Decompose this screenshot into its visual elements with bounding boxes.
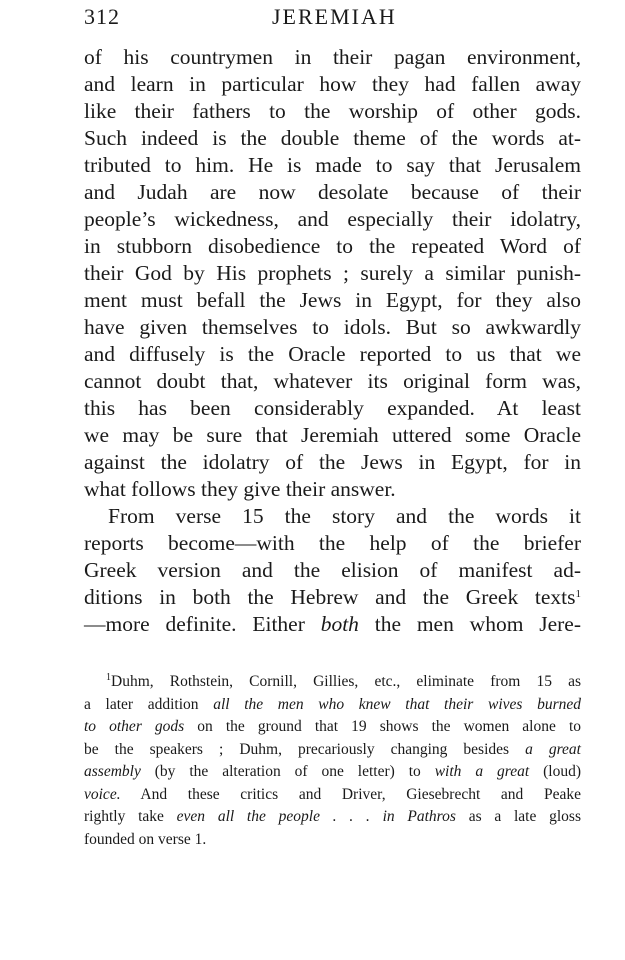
text-line: Greek version and the elision of manifest ad- — [84, 558, 581, 582]
text-line: reports become—with the help of the briefer — [84, 531, 581, 555]
text-line: against the idolatry of the Jews in Egypt, for in — [84, 450, 581, 474]
text-line — [84, 611, 581, 638]
text-line: like their fathers to the worship of other gods. — [84, 99, 581, 123]
text-line: their God by His prophets ; surely a similar punish- — [84, 261, 581, 285]
text-line: this has been considerably expanded. At least — [84, 396, 581, 420]
footnote-line: $^1$Duhm, Rothstein, Cornill, Gillies, etc., eliminate from 15 as — [106, 672, 581, 690]
footnote-line: voice. And these critics and Driver, Giesebrecht and Peake — [84, 785, 581, 803]
text-line: and learn in particular how they had fallen away — [84, 72, 581, 96]
footnote-marker: 1 — [106, 672, 111, 683]
quoted-phrase: to other gods — [84, 718, 185, 735]
quoted-phrase: assembly — [84, 763, 141, 780]
text-line: tributed to him. He is made to say that Jerusalem — [84, 153, 581, 177]
quoted-phrase: even all the people . . . in Pathros — [176, 808, 456, 825]
quoted-phrase: all the men who knew that their wives burned — [213, 695, 581, 713]
footnote-reference[interactable]: 1 — [575, 588, 581, 600]
quoted-phrase: voice. — [84, 785, 121, 803]
text-line: of his countrymen in their pagan environment, — [84, 45, 581, 69]
text-line — [84, 584, 581, 611]
text-line: ment must befall the Jews in Egypt, for they also — [84, 288, 581, 312]
text-line: From verse 15 the story and the words it — [108, 504, 581, 528]
text-line: people’s wickedness, and especially their idolatry, — [84, 207, 581, 231]
text-line: we may be sure that Jeremiah uttered some Oracle — [84, 423, 581, 447]
footnote-line: rightly take even all the people . . . in Pathros as a late gloss — [84, 808, 581, 825]
text-line: and diffusely is the Oracle reported to us that we — [84, 342, 581, 366]
page-number: 312 — [84, 4, 120, 29]
footnote-line: a later addition all the men who knew that their wives burned — [84, 695, 581, 713]
text-line: in stubborn disobedience to the repeated Word of — [84, 234, 581, 258]
text-line: Such indeed is the double theme of the words at- — [84, 126, 581, 150]
text-line-content: ditions in both the Hebrew and the Greek texts — [84, 585, 576, 609]
text-line: what follows they give their answer. — [84, 477, 396, 501]
footnote-line: to other gods on the ground that 19 shows the women alone to — [84, 718, 581, 735]
emphasis: both — [320, 612, 359, 636]
text-line: cannot doubt that, whatever its original form was, — [84, 369, 581, 393]
text-line: have given themselves to idols. But so awkwardly — [84, 315, 581, 339]
main-text — [84, 44, 581, 638]
text-line-content: the men whom Jere- — [358, 612, 582, 636]
text-line: and Judah are now desolate because of their — [84, 180, 581, 204]
footnote-line: founded on verse 1. — [84, 830, 207, 848]
quoted-phrase: with a great — [434, 763, 530, 780]
text-line-content: —more definite. Either — [84, 612, 321, 636]
footnote-line: be the speakers ; Duhm, precariously changing besides a great — [84, 740, 581, 758]
footnote — [84, 671, 581, 851]
footnote-line: assembly (by the alteration of one letter) to with a great (loud) — [84, 763, 581, 780]
running-head — [84, 4, 581, 32]
quoted-phrase: a great — [525, 740, 581, 758]
running-title: JEREMIAH — [272, 4, 397, 29]
